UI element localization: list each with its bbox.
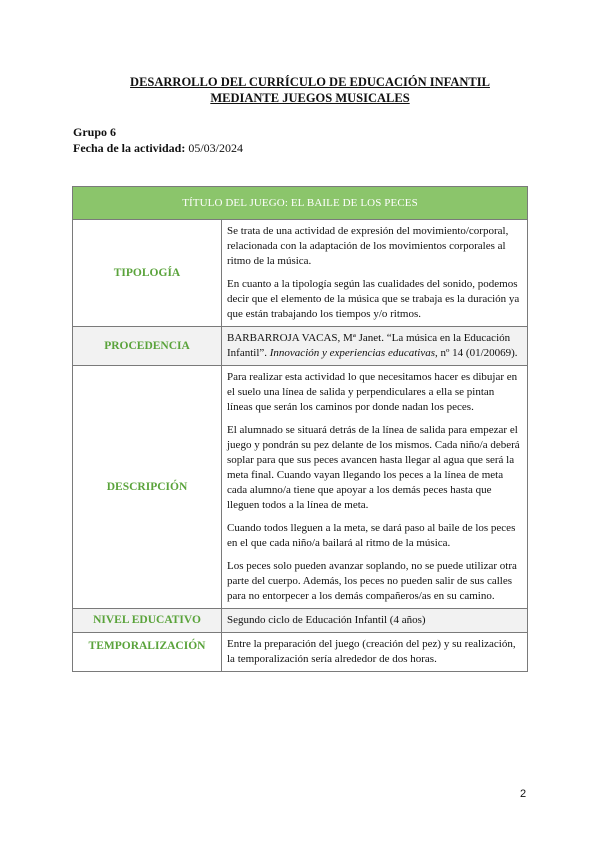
row-tipologia bbox=[73, 220, 528, 327]
row-descripcion bbox=[73, 366, 528, 609]
date-value: 05/03/2024 bbox=[188, 141, 243, 155]
content-temporalizacion: Entre la preparación del juego (creación del pez) y su realización, la temporalización sería alrededor de dos horas. bbox=[222, 633, 528, 672]
tipologia-paragraph-2: En cuanto a la tipología según las cualidades del sonido, podemos decir que el elemento de la música que se trabaja es la duración ya que están trabajando los tiempos y/o ritmos. bbox=[227, 278, 520, 320]
label-nivel: NIVEL EDUCATIVO bbox=[73, 609, 222, 633]
content-nivel: Segundo ciclo de Educación Infantil (4 años) bbox=[222, 609, 528, 633]
page-number: 2 bbox=[520, 788, 527, 800]
procedencia-issue: , nº 14 (01/20069). bbox=[435, 347, 518, 359]
activity-meta bbox=[73, 124, 243, 156]
content-tipologia bbox=[222, 220, 528, 327]
tipologia-paragraph-1: Se trata de una actividad de expresión del movimiento/corporal, relacionada con la adaptación de los movimientos corporales al ritmo de la música. bbox=[227, 225, 509, 267]
game-title-header: TÍTULO DEL JUEGO: EL BAILE DE LOS PECES bbox=[73, 187, 528, 220]
date-label: Fecha de la actividad: bbox=[73, 141, 186, 155]
descripcion-paragraph-2: El alumnado se situará detrás de la línea de salida para empezar el juego y pondrán su pez delante de los mismos. Cada niño/a deberá soplar para que sus peces avancen hasta llegar al agua que será la meta final. Cuando vayan llegando los peces a la línea de meta cada alumno/a tiene que apoyar a los demás peces hasta que lleguen todos a la línea de meta. bbox=[227, 424, 520, 511]
label-temporalizacion: TEMPORALIZACIÓN bbox=[73, 633, 222, 672]
procedencia-author: BARBARROJA VACAS, Mª Janet. bbox=[227, 332, 387, 344]
row-nivel bbox=[73, 609, 528, 633]
descripcion-paragraph-1: Para realizar esta actividad lo que necesitamos hacer es dibujar en el suelo una línea de salida y perpendiculares a ella se pintan líneas que serán los caminos por donde nadan los peces. bbox=[227, 371, 518, 413]
title-line-1: DESARROLLO DEL CURRÍCULO DE EDUCACIÓN INFANTIL bbox=[130, 75, 490, 89]
label-procedencia: PROCEDENCIA bbox=[73, 327, 222, 366]
label-descripcion: DESCRIPCIÓN bbox=[73, 366, 222, 609]
descripcion-paragraph-4: Los peces solo pueden avanzar soplando, no se puede utilizar otra parte del cuerpo. Además, los peces no pueden salir de sus calles para no entorpecer a los demás compañeros/as en su camino. bbox=[227, 560, 517, 602]
document-title bbox=[60, 74, 560, 106]
label-tipologia: TIPOLOGÍA bbox=[73, 220, 222, 327]
content-procedencia bbox=[222, 327, 528, 366]
table-header-row bbox=[73, 187, 528, 220]
group-label: Grupo 6 bbox=[73, 125, 117, 139]
descripcion-paragraph-3: Cuando todos lleguen a la meta, se dará paso al baile de los peces en el que cada niño/a bailará al ritmo de la música. bbox=[227, 522, 516, 549]
row-temporalizacion bbox=[73, 633, 528, 672]
content-descripcion bbox=[222, 366, 528, 609]
title-line-2: MEDIANTE JUEGOS MUSICALES bbox=[210, 91, 410, 105]
procedencia-article: “La música en la Educación Infantil”. bbox=[227, 332, 511, 359]
row-procedencia bbox=[73, 327, 528, 366]
procedencia-journal: Innovación y experiencias educativas bbox=[267, 347, 436, 359]
game-table bbox=[72, 186, 528, 672]
